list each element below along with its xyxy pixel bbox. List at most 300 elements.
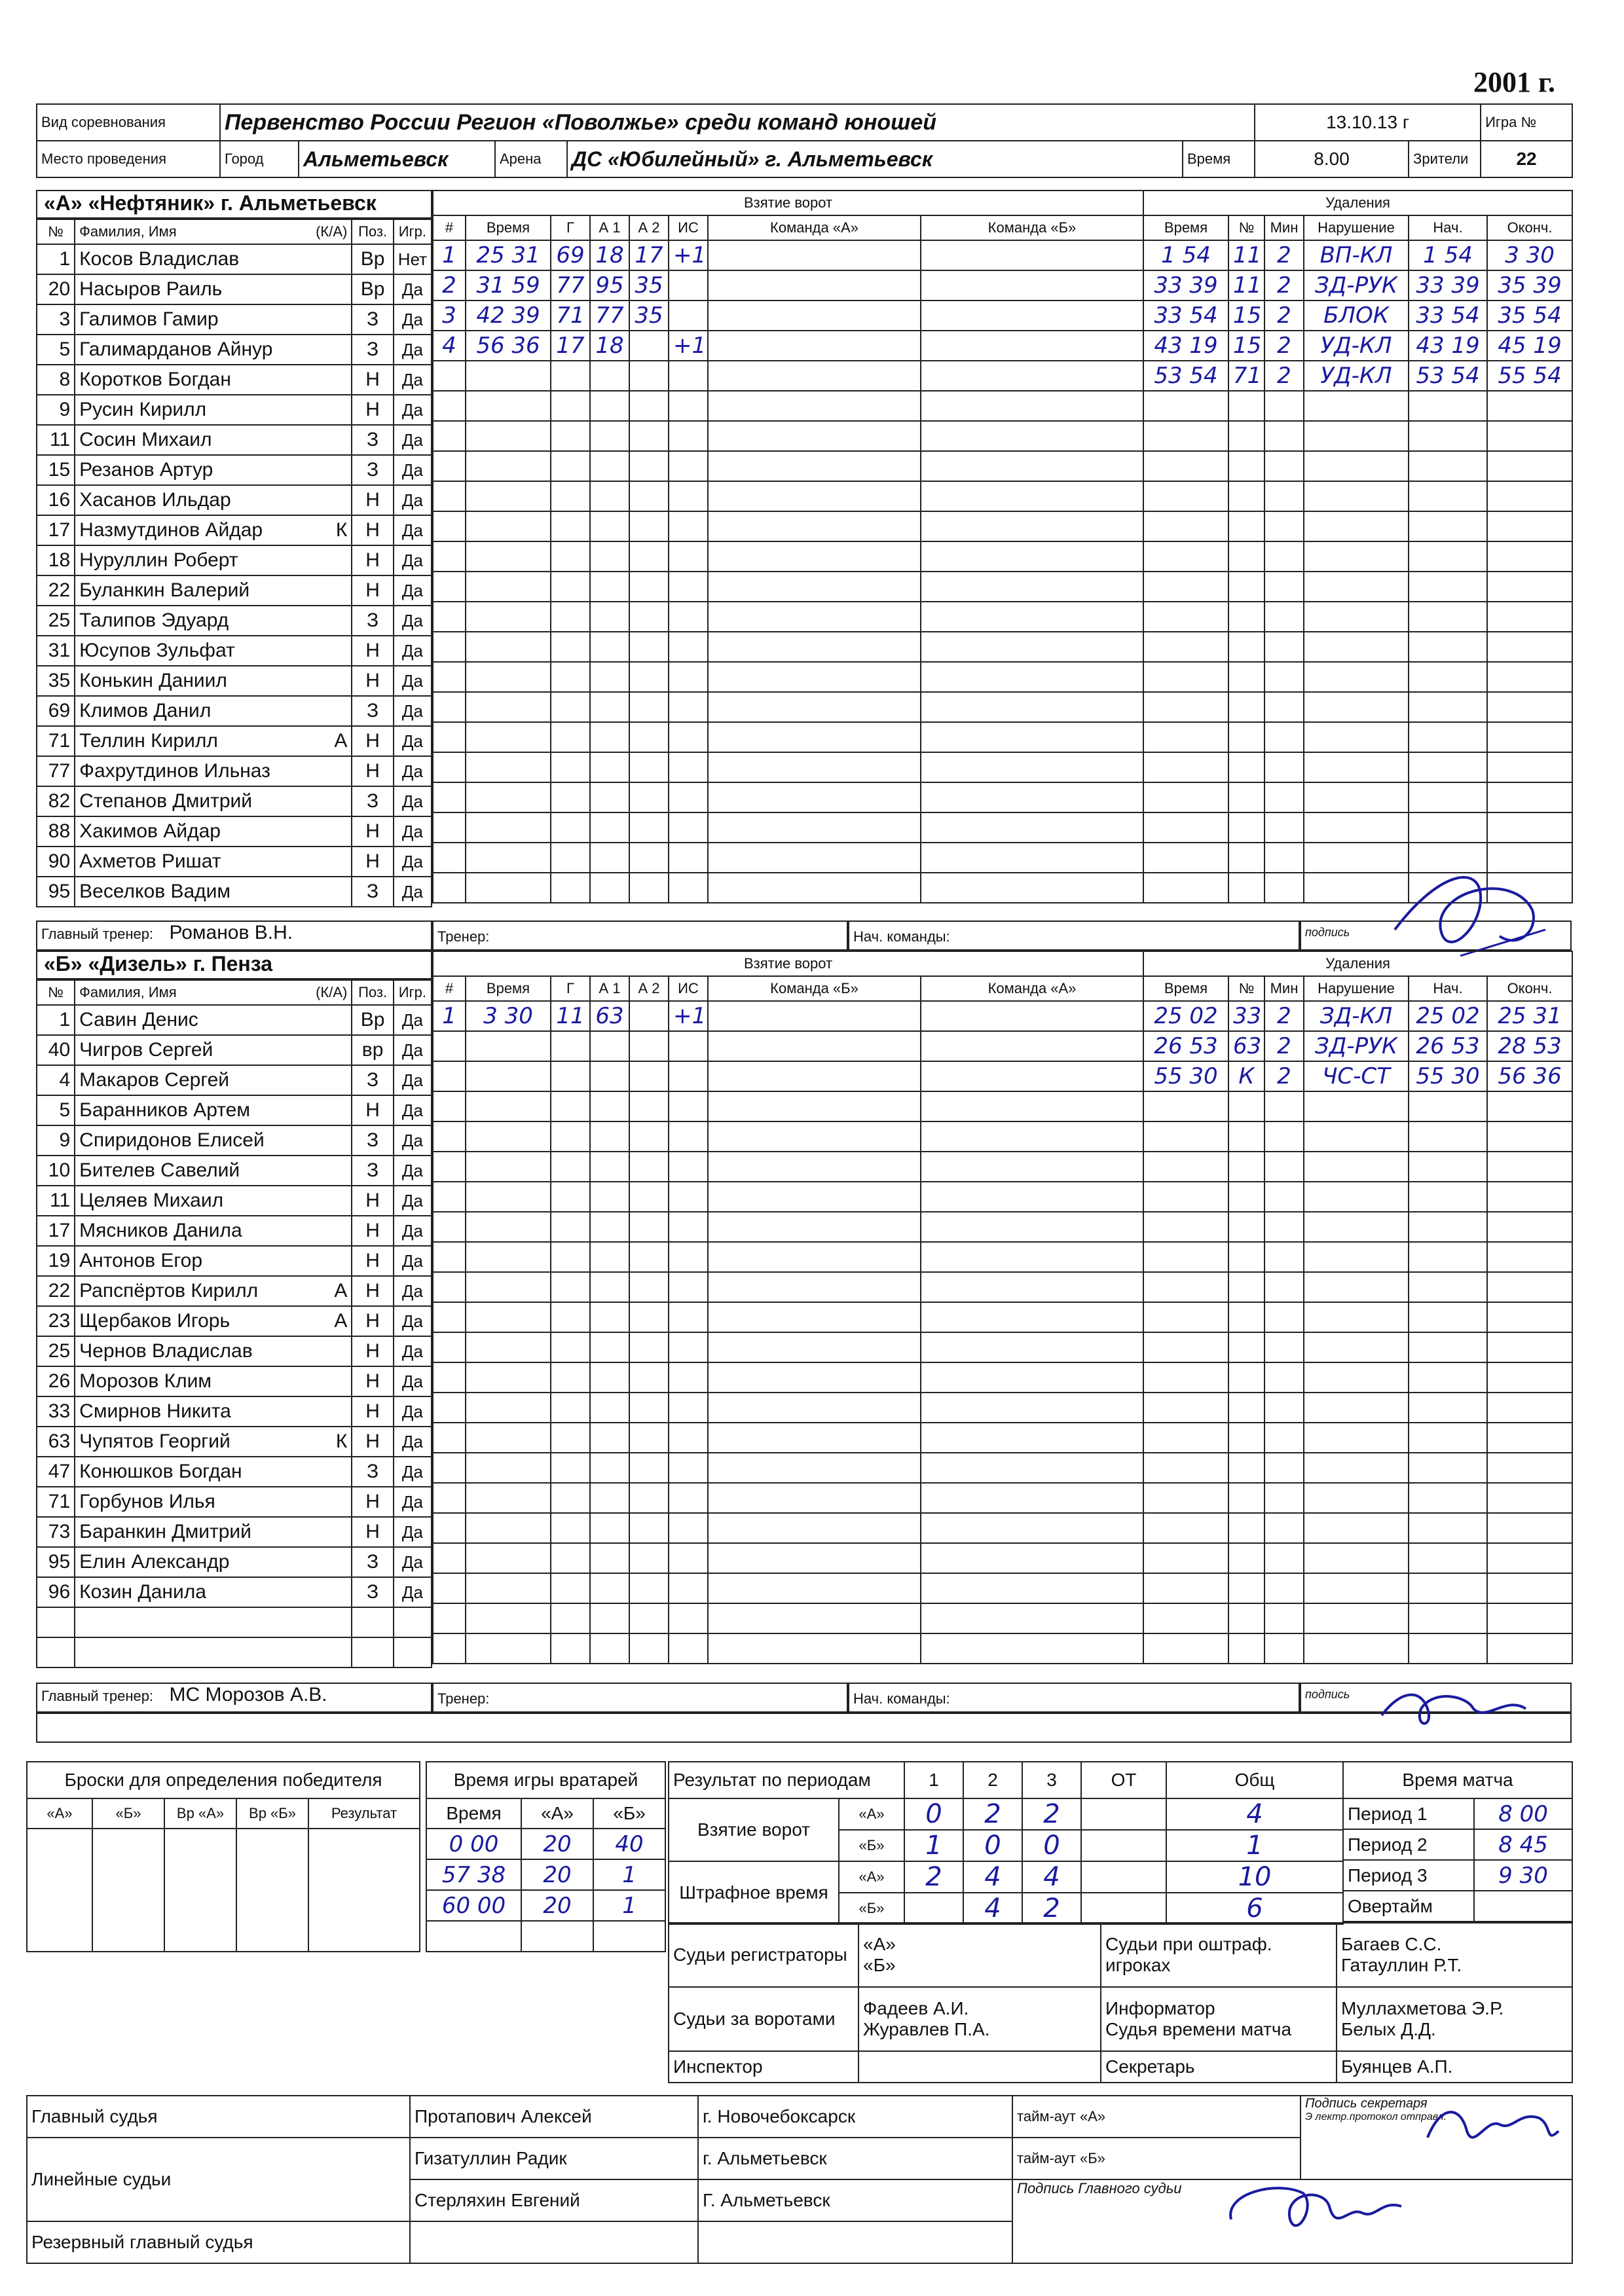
player-row [37, 575, 432, 606]
penalty-end [1487, 1272, 1572, 1302]
lineup-b-cell [921, 662, 1143, 692]
lineup-b-cell [921, 541, 1143, 572]
player-name: Конькин Даниил [75, 666, 352, 696]
goal-time [466, 1603, 551, 1633]
penalty-row [1143, 1031, 1572, 1061]
penalty-violation [1304, 541, 1409, 572]
penalty-start [1409, 782, 1487, 812]
period-value: 2 [904, 1861, 963, 1893]
goal-assist-1 [590, 1393, 629, 1423]
penalty-start [1409, 1633, 1487, 1664]
goal-number [433, 1543, 466, 1573]
goal-assist-2: 35 [629, 301, 669, 331]
player-played: Да [394, 606, 432, 636]
pen-col-end-b: Оконч. [1487, 976, 1572, 1001]
goal-time [466, 391, 551, 421]
goal-number [433, 752, 466, 782]
player-name: Коротков Богдан [75, 365, 352, 395]
penalty-time [1143, 692, 1228, 722]
player-position: З [352, 877, 393, 907]
lineup-a-cell [708, 1453, 921, 1483]
lineup-b-cell [921, 782, 1143, 812]
penalty-minutes [1264, 662, 1304, 692]
goal-number [433, 1061, 466, 1091]
goal-time [466, 1212, 551, 1242]
goal-assist-1 [590, 1573, 629, 1603]
match-time-row [1343, 1829, 1572, 1860]
goal-assist-1 [590, 1242, 629, 1272]
goal-assist-1 [590, 1483, 629, 1513]
player-number: 11 [37, 425, 75, 455]
goal-scorer [551, 1513, 590, 1543]
goal-time [466, 692, 551, 722]
goal-row [433, 270, 1143, 301]
goal-row [433, 1513, 1143, 1543]
player-position: З [352, 786, 393, 816]
player-played: Да [394, 335, 432, 365]
goal-row [433, 602, 1143, 632]
arena-value: ДС «Юбилейный» г. Альметьевск [567, 141, 1183, 177]
penalty-time [1143, 421, 1228, 451]
goal-scorer [551, 782, 590, 812]
pen-col-n-b: № [1228, 976, 1264, 1001]
goal-assist-2 [629, 1423, 669, 1453]
reg-teams: «А» «Б» [858, 1923, 1101, 1987]
goal-time [466, 782, 551, 812]
goal-scorer [551, 1393, 590, 1423]
penalty-violation [1304, 1513, 1409, 1543]
penalty-time [1143, 1332, 1228, 1362]
player-row [37, 1276, 432, 1306]
shootout-title: Броски для определения победителя [27, 1762, 420, 1798]
pen-col-violation: Нарушение [1304, 215, 1409, 240]
goal-row [433, 1573, 1143, 1603]
penalty-minutes: 2 [1264, 1031, 1304, 1061]
period-2-header: 2 [963, 1762, 1022, 1798]
penalty-row [1143, 1242, 1572, 1272]
lineup-b-cell [921, 1001, 1143, 1031]
penalty-player [1228, 812, 1264, 843]
penalty-violation [1304, 1242, 1409, 1272]
goal-strength [669, 1332, 708, 1362]
goal-assist-1 [590, 1633, 629, 1664]
city-label: Город [220, 141, 299, 177]
player-row [37, 877, 432, 907]
penalty-start [1409, 1272, 1487, 1302]
penalty-time [1143, 1483, 1228, 1513]
pen-col-time-b: Время [1143, 976, 1228, 1001]
team-a-captain: Нач. команды: [848, 920, 1300, 951]
penalty-time [1143, 873, 1228, 903]
period-value: 2 [1022, 1893, 1081, 1924]
goal-strength [669, 873, 708, 903]
penalty-start [1409, 1453, 1487, 1483]
player-number: 77 [37, 756, 75, 786]
goal-scorer [551, 1242, 590, 1272]
penalty-end: 3 30 [1487, 240, 1572, 270]
penalty-player [1228, 692, 1264, 722]
period-team: «А» [839, 1861, 904, 1893]
goal-assist-2 [629, 843, 669, 873]
goal-scorer: 71 [551, 301, 590, 331]
penalty-violation [1304, 1423, 1409, 1453]
penalty-violation [1304, 692, 1409, 722]
player-number: 1 [37, 244, 75, 274]
penalty-minutes [1264, 1272, 1304, 1302]
period-value: 1 [904, 1830, 963, 1861]
goal-time [466, 1423, 551, 1453]
player-number: 40 [37, 1035, 75, 1065]
goal-assist-2 [629, 722, 669, 752]
player-row [37, 726, 432, 756]
player-name [75, 1637, 352, 1667]
coach-label: Главный тренер: [41, 926, 154, 942]
penalty-violation: БЛОК [1304, 301, 1409, 331]
player-played: Да [394, 726, 432, 756]
team-b-coach-row [36, 1683, 432, 1713]
lineup-b-cell [921, 1453, 1143, 1483]
lineup-b-cell [921, 1302, 1143, 1332]
player-number: 71 [37, 726, 75, 756]
goal-assist-2 [629, 1242, 669, 1272]
form-year: 2001 г. [1473, 66, 1556, 98]
period-1-header: 1 [904, 1762, 963, 1798]
penalty-end [1487, 451, 1572, 481]
lineup-b-cell [921, 1603, 1143, 1633]
goal-assist-1 [590, 1091, 629, 1121]
lineup-a-cell [708, 752, 921, 782]
goal-assist-2 [629, 1001, 669, 1031]
player-played: Да [394, 1366, 432, 1396]
goal-strength [669, 662, 708, 692]
goal-assist-2 [629, 662, 669, 692]
goal-time [466, 1061, 551, 1091]
lineup-b-own-header: Команда «Б» [708, 976, 921, 1001]
gk-col-a: «А» [521, 1798, 593, 1829]
goal-strength [669, 572, 708, 602]
penalty-time [1143, 1091, 1228, 1121]
penalty-minutes [1264, 1121, 1304, 1152]
penalty-violation [1304, 1212, 1409, 1242]
lineup-b-cell [921, 481, 1143, 511]
goal-scorer [551, 1061, 590, 1091]
penalty-row [1143, 511, 1572, 541]
player-number: 95 [37, 877, 75, 907]
penalty-player [1228, 1302, 1264, 1332]
player-played: Да [394, 1156, 432, 1186]
goal-assist-1 [590, 1543, 629, 1573]
goal-assist-1: 77 [590, 301, 629, 331]
goal-number [433, 1393, 466, 1423]
goal-time [466, 1332, 551, 1362]
goal-assist-1 [590, 1212, 629, 1242]
penalty-row [1143, 1423, 1572, 1453]
penalty-minutes [1264, 1603, 1304, 1633]
team-a-coach-row [36, 920, 432, 951]
lineup-a-cell [708, 692, 921, 722]
team-b-sign: подпись [1300, 1683, 1572, 1713]
goal-assist-1 [590, 1121, 629, 1152]
goal-judges-label: Судьи за воротами [669, 1987, 858, 2051]
gk-a [521, 1921, 593, 1952]
penalty-row [1143, 1573, 1572, 1603]
player-name: Щербаков Игорь А [75, 1306, 352, 1336]
goal-number [433, 481, 466, 511]
penalty-minutes [1264, 1091, 1304, 1121]
col-pos: Поз. [352, 219, 393, 244]
penalty-minutes [1264, 752, 1304, 782]
player-row [37, 1577, 432, 1607]
penalty-time: 33 39 [1143, 270, 1228, 301]
penalty-start [1409, 391, 1487, 421]
goal-row [433, 1031, 1143, 1061]
goal-assist-2 [629, 692, 669, 722]
penalty-violation [1304, 1573, 1409, 1603]
goal-row [433, 1423, 1143, 1453]
player-name: Веселков Вадим [75, 877, 352, 907]
place-label: Место проведения [37, 141, 220, 177]
goal-strength [669, 391, 708, 421]
player-position: З [352, 1125, 393, 1156]
penalty-violation [1304, 481, 1409, 511]
lineup-a-cell [708, 391, 921, 421]
goal-scorer [551, 873, 590, 903]
player-row [37, 1607, 432, 1637]
player-row [37, 636, 432, 666]
penalty-start [1409, 1302, 1487, 1332]
penalty-minutes: 2 [1264, 361, 1304, 391]
penalty-player [1228, 1513, 1264, 1543]
player-number: 1 [37, 1005, 75, 1035]
gk-time: 57 38 [426, 1859, 521, 1890]
penalty-player [1228, 391, 1264, 421]
player-number: 69 [37, 696, 75, 726]
goal-number [433, 1633, 466, 1664]
inspector-label: Инспектор [669, 2051, 858, 2083]
penalty-minutes [1264, 1423, 1304, 1453]
lineup-b-cell [921, 1483, 1143, 1513]
penalty-minutes: 2 [1264, 301, 1304, 331]
penalty-player [1228, 873, 1264, 903]
goal-strength [669, 1483, 708, 1513]
player-number: 88 [37, 816, 75, 847]
penalty-time [1143, 1272, 1228, 1302]
lineup-a-cell [708, 1031, 921, 1061]
player-played: Да [394, 1246, 432, 1276]
penalty-end [1487, 1573, 1572, 1603]
player-row [37, 847, 432, 877]
penalty-player [1228, 1242, 1264, 1272]
penalty-violation: ЗД-КЛ [1304, 1001, 1409, 1031]
player-number: 18 [37, 545, 75, 575]
penalty-violation [1304, 1091, 1409, 1121]
player-row [37, 485, 432, 515]
penalty-time [1143, 812, 1228, 843]
goal-assist-1 [590, 361, 629, 391]
goal-row [433, 1091, 1143, 1121]
goal-assist-1 [590, 722, 629, 752]
player-position: З [352, 1457, 393, 1487]
player-position: Вр [352, 274, 393, 304]
penalty-player [1228, 1393, 1264, 1423]
penalty-end [1487, 1603, 1572, 1633]
penalty-violation [1304, 1182, 1409, 1212]
match-header [36, 103, 1573, 178]
player-played: Да [394, 515, 432, 545]
player-row [37, 1336, 432, 1366]
goal-assist-2 [629, 331, 669, 361]
goal-time [466, 812, 551, 843]
penalty-player: 71 [1228, 361, 1264, 391]
penalty-player [1228, 451, 1264, 481]
gk-time [426, 1921, 521, 1952]
player-name: Спиридонов Елисей [75, 1125, 352, 1156]
player-name: Чернов Владислав [75, 1336, 352, 1366]
goal-assist-2 [629, 511, 669, 541]
lineup-b-cell [921, 602, 1143, 632]
gk-row [426, 1859, 665, 1890]
officials-table [668, 1922, 1573, 2083]
player-name: Мясников Данила [75, 1216, 352, 1246]
goal-number [433, 1513, 466, 1543]
goal-row [433, 541, 1143, 572]
penalty-minutes [1264, 1483, 1304, 1513]
penalty-violation [1304, 1302, 1409, 1332]
penalty-end: 35 54 [1487, 301, 1572, 331]
player-played: Да [394, 636, 432, 666]
player-number: 17 [37, 1216, 75, 1246]
penalty-end [1487, 421, 1572, 451]
goal-time [466, 1543, 551, 1573]
goal-time [466, 1031, 551, 1061]
penalty-start [1409, 662, 1487, 692]
lineup-b-header: Команда «Б» [921, 215, 1143, 240]
lineup-a-cell [708, 1362, 921, 1393]
goal-assist-1: 18 [590, 331, 629, 361]
penalty-end [1487, 1302, 1572, 1332]
goal-assist-2 [629, 1182, 669, 1212]
coach-label-b: Главный тренер: [41, 1688, 154, 1704]
penalty-end: 56 36 [1487, 1061, 1572, 1091]
penalty-violation [1304, 1362, 1409, 1393]
player-row [37, 1517, 432, 1547]
goal-time [466, 541, 551, 572]
player-played: Да [394, 1216, 432, 1246]
player-number: 71 [37, 1487, 75, 1517]
goal-assist-1 [590, 873, 629, 903]
penalty-row [1143, 541, 1572, 572]
lineup-a-cell [708, 481, 921, 511]
goal-assist-2 [629, 1091, 669, 1121]
penalty-player [1228, 602, 1264, 632]
gk-a: 20 [521, 1829, 593, 1859]
penalty-start [1409, 1543, 1487, 1573]
player-position: Н [352, 636, 393, 666]
penalty-minutes: 2 [1264, 270, 1304, 301]
penalty-time [1143, 1633, 1228, 1664]
penalty-start: 53 54 [1409, 361, 1487, 391]
penalty-player [1228, 1121, 1264, 1152]
player-position: Н [352, 1095, 393, 1125]
goal-scorer: 17 [551, 331, 590, 361]
player-played: Да [394, 756, 432, 786]
goal-row [433, 722, 1143, 752]
goal-assist-2 [629, 1603, 669, 1633]
penalty-minutes [1264, 812, 1304, 843]
goal-row [433, 301, 1143, 331]
goal-scorer [551, 722, 590, 752]
penalty-start [1409, 632, 1487, 662]
penalty-player [1228, 662, 1264, 692]
player-played: Да [394, 274, 432, 304]
player-played: Да [394, 425, 432, 455]
penalty-start [1409, 481, 1487, 511]
player-number: 35 [37, 666, 75, 696]
lineup-a-cell [708, 843, 921, 873]
goal-row [433, 1453, 1143, 1483]
goal-row [433, 361, 1143, 391]
goal-strength [669, 541, 708, 572]
player-row [37, 1005, 432, 1035]
penalty-violation [1304, 1603, 1409, 1633]
goal-scorer [551, 1182, 590, 1212]
penalty-minutes [1264, 1633, 1304, 1664]
player-played: Да [394, 1427, 432, 1457]
goal-row [433, 1242, 1143, 1272]
penalty-time [1143, 843, 1228, 873]
team-b-trainer: Тренер: [432, 1683, 848, 1713]
player-name: Макаров Сергей [75, 1065, 352, 1095]
match-time-table [1342, 1761, 1573, 1922]
goal-time [466, 662, 551, 692]
period-value [1081, 1798, 1166, 1830]
goal-time [466, 1573, 551, 1603]
player-position: Н [352, 1186, 393, 1216]
penalty-time: 1 54 [1143, 240, 1228, 270]
gk-col-b: «Б» [593, 1798, 665, 1829]
player-number: 17 [37, 515, 75, 545]
gk-b [593, 1921, 665, 1952]
goal-col-a1: А 1 [590, 215, 629, 240]
pen-col-n: № [1228, 215, 1264, 240]
goal-strength [669, 692, 708, 722]
player-name: Смирнов Никита [75, 1396, 352, 1427]
player-row [37, 816, 432, 847]
penalty-start [1409, 1513, 1487, 1543]
player-played: Да [394, 816, 432, 847]
goal-assist-1 [590, 1362, 629, 1393]
player-number [37, 1607, 75, 1637]
goal-strength [669, 1573, 708, 1603]
goal-row [433, 451, 1143, 481]
penalty-row [1143, 1302, 1572, 1332]
goal-scorer [551, 632, 590, 662]
player-name: Фахрутдинов Ильназ [75, 756, 352, 786]
goal-row [433, 873, 1143, 903]
lineup-b-cell [921, 1182, 1143, 1212]
player-name: Рапспёртов Кирилл А [75, 1276, 352, 1306]
goal-number [433, 662, 466, 692]
goal-scorer [551, 572, 590, 602]
lineup-b-cell [921, 1031, 1143, 1061]
player-played: Да [394, 1487, 432, 1517]
goal-time [466, 873, 551, 903]
player-played: Да [394, 485, 432, 515]
gk-a: 20 [521, 1859, 593, 1890]
goal-time [466, 1633, 551, 1664]
goal-assist-1 [590, 812, 629, 843]
match-time-row [1343, 1860, 1572, 1891]
